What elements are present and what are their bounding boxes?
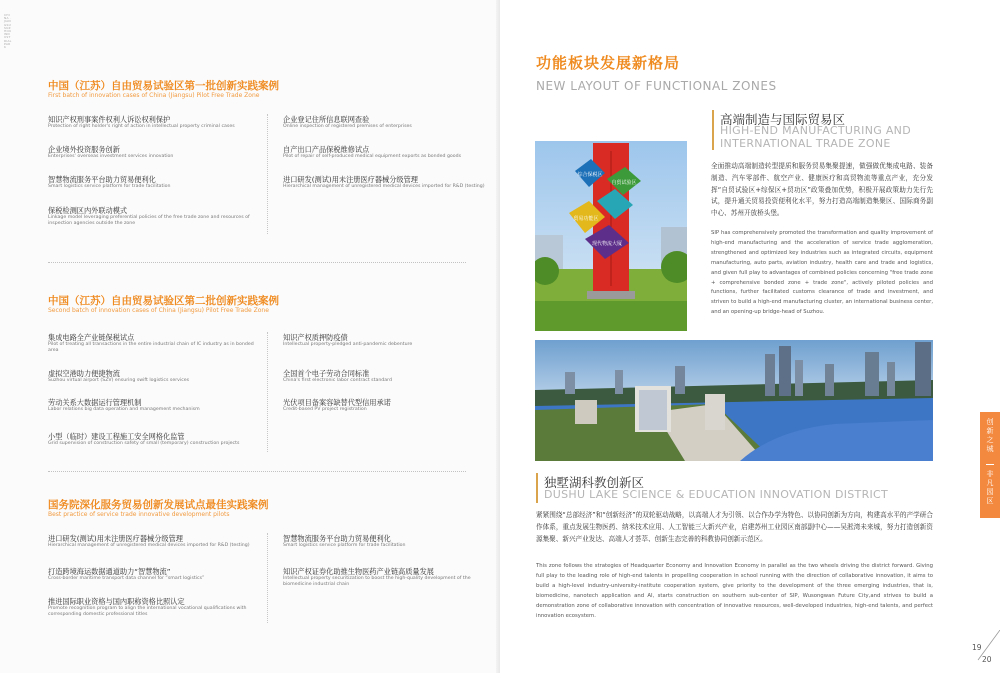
case-item: 打造跨境海运数据通道助力“智慧物流” Cross-border maritime transport data channel for “smart logistics” bbox=[48, 567, 205, 581]
sign-label: 贸易功能区 bbox=[573, 216, 599, 222]
case-item: 知识产权证券化助推生物医药产业链高质量发展 Intellectual property securitization to boost the high-quality development of the biomedicine industrial chain bbox=[283, 567, 471, 587]
vertical-running-head: CHINA · JIANGSU SUZHOU INDUSTRIAL PARK bbox=[4, 13, 12, 50]
case-item: 小型（临时）建设工程施工安全网格化监管 Grid supervision of construction safety of small (temporary) construction projects bbox=[48, 432, 240, 446]
case-item: 自产出口产品保税维修试点 Pilot of repair of self-produced medical equipment exports as bonded goods bbox=[283, 145, 462, 159]
sign-label: 自贸试验区 bbox=[611, 180, 637, 186]
case-item: 智慧物流服务平台助力贸易便利化 Smart logistics service platform for trade facilitation bbox=[283, 534, 406, 548]
case-item: 知识产权刑事案件权利人诉讼权利保护 Protection of right holder's right of action in intellectual property criminal cases bbox=[48, 115, 235, 129]
sign-label: 现代物流大厦 bbox=[591, 241, 623, 247]
section-2-title: 中国（江苏）自由贸易试验区第二批创新实践案例 bbox=[48, 295, 279, 307]
zone-1-title-en-line2: INTERNATIONAL TRADE ZONE bbox=[720, 136, 891, 150]
zone-2-body-en: This zone follows the strategies of Headquarter Economy and Innovation Economy in parallel as the two wheels driving the district forward. Giving full play to the leading role of high-end talents in propelling cooperation in school running with the direction of collaborative innovation, it aims to build a high-level industry-university-institute cooperation system, give priority to the development of the three emerging industries, that is, biomedicine, nanotech application and AI, starts construction on southern sub-center of SIP, Wusongwan Future City,and strives to build a demonstration zone of collaborative innovation with concentration of innovative resources, well-developed industries, high-end talents, and perfect innovation ecosystem. bbox=[536, 563, 933, 619]
zone-2-title: 独墅湖科教创新区 bbox=[544, 475, 645, 490]
side-tab-separator bbox=[986, 464, 994, 465]
section-1-title: 中国（江苏）自由贸易试验区第一批创新实践案例 bbox=[48, 80, 279, 92]
zone-1-body-cn: 全面推动高端制造转型提质和服务贸易集聚提速，做强做优集成电路、装备制造、汽车零部件、航空产业、健康医疗和高贸物流等重点产业，充分发挥“自贸试验区+综保区+贸功区”政策叠加优势，积极开展政策助力先行先试，提升通关贸易投资便利化水平，努力打造高端制造集聚区、国际商务副中心、苏州开放桥头堡。 bbox=[711, 162, 933, 218]
column-divider bbox=[267, 533, 268, 623]
case-item: 智慧物流服务平台助力贸易便利化 Smart logistics service platform for trade facilitation bbox=[48, 175, 171, 189]
case-item: 保税检测区内外联动模式 Linkage model leveraging preferential policies of the free trade zone and resources of inspection agencies outside the zone bbox=[48, 206, 250, 226]
right-page bbox=[500, 0, 1000, 673]
case-item: 知识产权质押防疫债 Intellectual property-pledged anti-pandemic debenture bbox=[283, 333, 413, 347]
zone-2-body-cn: 紧紧围绕“总部经济”和“创新经济”的双轮驱动战略，以高端人才为引领、以合作办学为特色、以协同创新为方向，构建高水平的产学研合作体系，重点发展生物医药、纳米技术应用、人工智能三大新兴产业，启建苏州工业园区南部副中心——吴淞湾未来城，努力打造创新资源集聚、新兴产业发达、高端人才荟萃、创新生态完善的科教协同创新示范区。 bbox=[536, 511, 933, 543]
case-item: 劳动关系大数据运行管理机制 Labor relations big data operation and management mechanism bbox=[48, 398, 200, 412]
sign-label: 综合保税区 bbox=[577, 172, 603, 178]
section-1-subtitle: First batch of innovation cases of China (Jiangsu) Pilot Free Trade Zone bbox=[48, 92, 260, 99]
case-item: 全国首个电子劳动合同标准 China's first electronic labor contract standard bbox=[283, 369, 392, 383]
case-item: 企业登记住所信息联网查验 Online inspection of registered premises of enterprises bbox=[283, 115, 412, 129]
case-item: 集成电路全产业链保税试点 Pilot of treating all transactions in the entire industrial chain of IC industry as in bonded area bbox=[48, 333, 254, 353]
zone-1-body-en: SIP has comprehensively promoted the transformation and quality improvement of high-end manufacturing and the acceleration of service trade agglomeration, strengthened and optimized key industries such as integrated circuits, equipment manufacturing, auto parts, aviation industry, health care and trade and logistics, and given full play to advantages of combined policies concerning "free trade zone + comprehensive bonded zone + trade zone", actively piloted policies and functions, further facilitated customs clearance of trade and investment, and striven to build a high-end manufacturing cluster, an international business center, and an opening-up bridge-head of Suzhou. bbox=[711, 230, 933, 316]
section-divider bbox=[48, 471, 466, 472]
page-number-left: 19 bbox=[972, 643, 982, 652]
side-tab-label-1: 创新之城 bbox=[986, 418, 994, 453]
case-item: 进口研发(测试)用未注册医疗器械分级管理 Hierarchical management of unregistered medical devices imported for R&D (testing) bbox=[48, 534, 250, 548]
section-3-title: 国务院深化服务贸易创新发展试点最佳实践案例 bbox=[48, 499, 269, 511]
zone-2-title-en: DUSHU LAKE SCIENCE & EDUCATION INNOVATION DISTRICT bbox=[544, 488, 889, 501]
column-divider bbox=[267, 114, 268, 234]
page-number-right: 20 bbox=[982, 655, 992, 664]
zone-1-title: 高端制造与国际贸易区 bbox=[720, 112, 846, 127]
column-divider bbox=[267, 332, 268, 452]
section-divider bbox=[48, 262, 466, 263]
case-item: 光伏项目备案容缺替代型信用承诺 Credit-based PV project registration bbox=[283, 398, 391, 412]
case-item: 企业境外投资服务创新 Enterprises' overseas investment services innovation bbox=[48, 145, 174, 159]
zone-1-accent-bar bbox=[712, 110, 714, 150]
section-2-subtitle: Second batch of innovation cases of China (Jiangsu) Pilot Free Trade Zone bbox=[48, 307, 269, 314]
skyline-photo bbox=[535, 340, 933, 461]
page-number-slash bbox=[970, 630, 1000, 670]
monument-photo bbox=[535, 141, 687, 331]
zone-1-title-en-line1: HIGH-END MANUFACTURING AND bbox=[720, 124, 911, 137]
section-side-tab bbox=[980, 412, 1000, 518]
side-tab-label-2: 非凡园区 bbox=[986, 470, 994, 505]
page-title-en: NEW LAYOUT OF FUNCTIONAL ZONES bbox=[536, 79, 777, 93]
case-item: 推进国际职业资格与国内职称资格比照认定 Promote recognition program to align the international vocational qualifications with corresponding domestic professional titles bbox=[48, 597, 247, 617]
zone-2-accent-bar bbox=[536, 473, 538, 503]
case-item: 进口研发(测试)用未注册医疗器械分级管理 Hierarchical management of unregistered medical devices imported for R&D (testing) bbox=[283, 175, 485, 189]
section-3-subtitle: Best practice of service trade innovative development pilots bbox=[48, 511, 230, 518]
case-item: 虚拟空港助力便捷物流 Suzhou virtual airport (SZV) ensuring swift logistics services bbox=[48, 369, 190, 383]
page-title: 功能板块发展新格局 bbox=[536, 54, 681, 72]
